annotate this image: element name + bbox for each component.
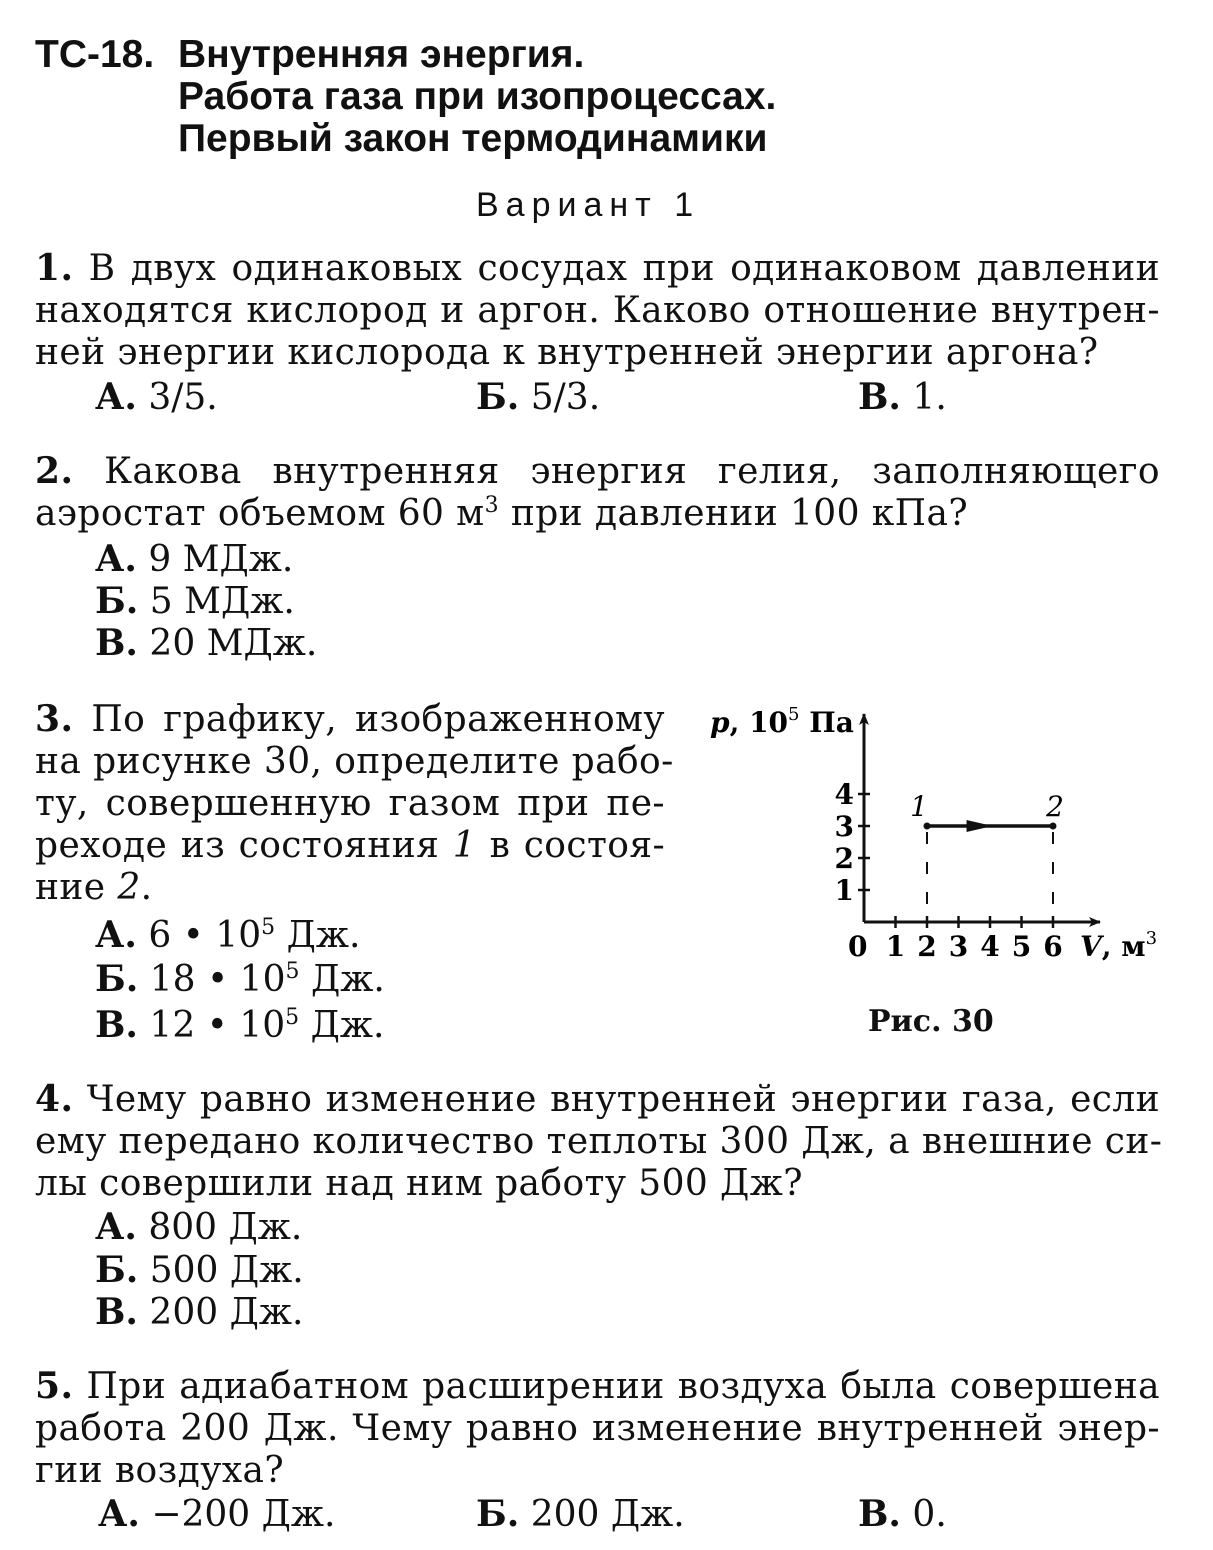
x-tick-label-1: 1 [885, 930, 906, 963]
x-tick-label-2: 2 [917, 930, 937, 963]
q4-option-c: В. 200 Дж. [95, 1291, 304, 1333]
question-2-number: 2. [35, 450, 74, 492]
question-3-number: 3. [35, 698, 74, 740]
test-code: ТС-18. [35, 33, 155, 76]
q1-option-c: В. 1. [858, 376, 947, 418]
question-4-number: 4. [35, 1078, 74, 1120]
question-5-line-2: работа 200 Дж. Чему равно изменение внутренней энер- [35, 1408, 1160, 1449]
question-3-line-4: реходе из состояния 1 в состоя- [35, 825, 666, 866]
question-4-line-2: ему передано количество теплоты 300 Дж, а внешние си- [35, 1121, 1163, 1162]
question-4-line-1: 4. Чему равно изменение внутренней энергии газа, если [35, 1078, 1160, 1120]
x-tick-label-6: 6 [1043, 930, 1063, 963]
variant-label: Вариант 1 [476, 186, 701, 224]
question-5 [35, 1365, 1160, 1492]
y-tick-label-3: 3 [834, 810, 854, 843]
state-point-2 [1050, 823, 1057, 830]
question-2-line-2: аэростат объемом 60 $м^3$ при давлении 100 кПа? [35, 493, 969, 534]
x-tick-label-3: 3 [948, 930, 969, 963]
state-point-1 [924, 823, 931, 830]
y-axis-label: p, $10^5$ Па [710, 704, 854, 739]
figure-caption: Рис. 30 [868, 1004, 994, 1039]
q3-option-a: А. 6 • $10^5$ Дж. [95, 914, 361, 956]
question-3-line-1: 3. По графику, изображенному [35, 698, 666, 740]
x-tick-label-5: 5 [1011, 930, 1032, 963]
q3-option-b: Б. 18 • $10^5$ Дж. [95, 958, 385, 1000]
question-3-line-5: ние 2. [35, 867, 153, 908]
question-4 [35, 1078, 1163, 1205]
y-tick-label-4: 4 [834, 778, 854, 811]
question-2-line-1: 2. Какова внутренняя энергия гелия, заполняющего [35, 450, 1161, 492]
q4-option-a: А. 800 Дж. [95, 1206, 303, 1248]
origin-label: 0 [848, 930, 868, 963]
question-4-line-3: лы совершили над ним работу 500 Дж? [35, 1163, 803, 1204]
y-tick-label-1: 1 [834, 874, 854, 907]
title-line-2: Работа газа при изопроцессах. [178, 75, 777, 118]
question-1-line-3: ней энергии кислорода к внутренней энергии аргона? [35, 332, 1099, 373]
direction-arrow [967, 820, 993, 832]
question-1-line-1: 1. В двух одинаковых сосудах при одинаковом давлении [35, 247, 1160, 289]
question-5-line-3: гии воздуха? [35, 1450, 285, 1491]
q2-option-c: В. 20 МДж. [95, 622, 318, 664]
y-tick-label-2: 2 [834, 842, 854, 875]
question-1-number: 1. [35, 247, 74, 289]
title-line-3: Первый закон термодинамики [178, 117, 768, 160]
question-2 [35, 450, 1160, 535]
question-5-line-1: 5. При адиабатном расширении воздуха была совершена [35, 1365, 1161, 1407]
question-1 [35, 247, 1160, 374]
q2-option-b: Б. 5 МДж. [95, 580, 295, 622]
q1-option-b: Б. 5/3. [476, 376, 601, 418]
x-tick-label-4: 4 [980, 930, 1000, 963]
question-3-line-3: ту, совершенную газом при пе- [35, 783, 665, 824]
question-3 [35, 698, 674, 909]
q3-option-c: В. 12 • $10^5$ Дж. [95, 1004, 385, 1046]
question-3-line-2: на рисунке 30, определите рабо- [35, 741, 674, 782]
pv-graph [690, 690, 1170, 990]
title-line-1: Внутренняя энергия. [178, 33, 585, 76]
q5-option-c: В. 0. [858, 1493, 947, 1535]
question-1-line-2: находятся кислород и аргон. Каково отношение внутрен- [35, 290, 1160, 331]
q1-option-a: А. 3/5. [95, 376, 218, 418]
q5-option-b: Б. 200 Дж. [476, 1493, 685, 1535]
state-label-2: 2 [1046, 790, 1064, 823]
q5-option-a: А. −200 Дж. [98, 1493, 336, 1535]
q2-option-a: А. 9 МДж. [95, 538, 294, 580]
x-axis-label: V, $м^3$ [1080, 928, 1158, 963]
question-5-number: 5. [35, 1365, 74, 1407]
q4-option-b: Б. 500 Дж. [95, 1249, 304, 1291]
state-label-1: 1 [910, 790, 928, 823]
